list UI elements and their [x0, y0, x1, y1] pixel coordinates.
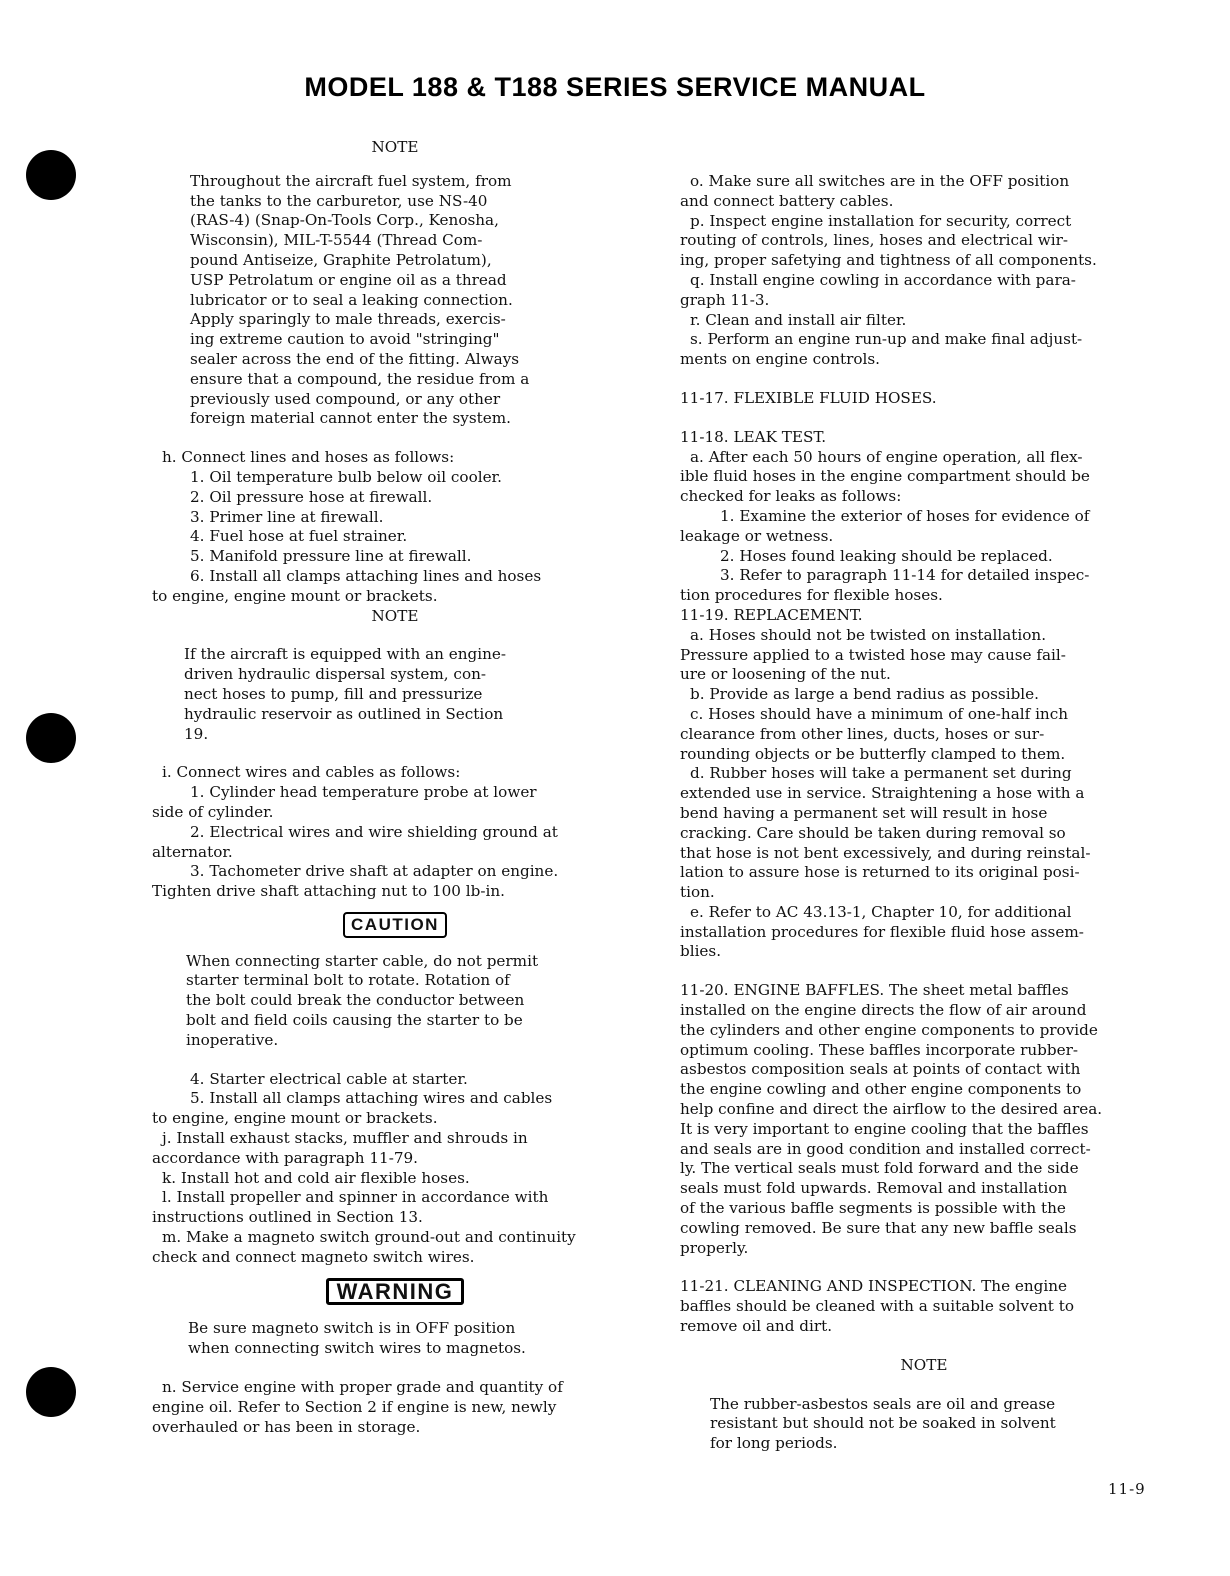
step-h-title: h. Connect lines and hoses as follows: — [162, 448, 455, 467]
step-i-item: 5. Install all clamps attaching wires and cables — [190, 1089, 553, 1108]
replacement-step-e-cont: installation procedures for flexible fluid hose assem- — [680, 922, 1084, 941]
leak-test-step-a-cont: ible fluid hoses in the engine compartment should be — [680, 467, 1090, 486]
note-line: USP Petrolatum or engine oil as a thread — [190, 270, 507, 289]
note-line: previously used compound, or any other — [190, 389, 501, 408]
replacement-step-a-cont: Pressure applied to a twisted hose may cause fail- — [680, 645, 1066, 664]
note-line: sealer across the end of the fitting. Always — [190, 349, 520, 368]
leak-test-item: 3. Refer to paragraph 11-14 for detailed inspec- — [720, 566, 1090, 585]
step-i-title: i. Connect wires and cables as follows: — [162, 763, 461, 782]
step-h-item-cont: to engine, engine mount or brackets. — [152, 586, 438, 605]
note-title: NOTE — [371, 606, 419, 625]
section-11-21-line: baffles should be cleaned with a suitable solvent to — [680, 1297, 1074, 1316]
caution-line: inoperative. — [186, 1030, 279, 1049]
note-line: ensure that a compound, the residue from a — [190, 369, 530, 388]
step-h-item: 4. Fuel hose at fuel strainer. — [190, 527, 408, 546]
page-header: MODEL 188 & T188 SERIES SERVICE MANUAL — [304, 72, 926, 102]
step-h-item: 2. Oil pressure hose at firewall. — [190, 487, 433, 506]
note-line: pound Antiseize, Graphite Petrolatum), — [190, 250, 492, 269]
binder-hole-bottom — [26, 1367, 76, 1417]
caution-line: When connecting starter cable, do not permit — [186, 951, 539, 970]
caution-badge: CAUTION — [343, 912, 447, 938]
step-q-cont: graph 11-3. — [680, 290, 770, 309]
section-heading-11-19: 11-19. REPLACEMENT. — [680, 605, 863, 624]
step-n-cont: overhauled or has been in storage. — [152, 1417, 421, 1436]
step-s-cont: ments on engine controls. — [680, 350, 881, 369]
section-11-20-line: the cylinders and other engine components to provide — [680, 1020, 1098, 1039]
step-o: o. Make sure all switches are in the OFF position — [690, 172, 1070, 190]
step-h-item: 3. Primer line at firewall. — [190, 507, 384, 526]
note-line: for long periods. — [710, 1434, 838, 1453]
leak-test-item: 1. Examine the exterior of hoses for evidence of — [720, 506, 1090, 525]
section-11-20-line: ly. The vertical seals must fold forward and the side — [680, 1159, 1079, 1178]
note-line: 19. — [184, 724, 209, 743]
step-p-cont: ing, proper safetying and tightness of all components. — [680, 251, 1097, 270]
caution-line: bolt and field coils causing the starter to be — [186, 1011, 523, 1030]
note-line: driven hydraulic dispersal system, con- — [184, 665, 486, 684]
note-line: hydraulic reservoir as outlined in Section — [184, 704, 504, 723]
replacement-step-a: a. Hoses should not be twisted on installation. — [690, 625, 1047, 644]
right-column — [680, 172, 1168, 1454]
replacement-step-d-cont: extended use in service. Straightening a hose with a — [680, 784, 1085, 803]
note-line: the tanks to the carburetor, use NS-40 — [190, 191, 488, 210]
replacement-step-e-cont: blies. — [680, 942, 722, 961]
step-i-item-cont: to engine, engine mount or brackets. — [152, 1109, 438, 1128]
step-l-cont: instructions outlined in Section 13. — [152, 1208, 423, 1227]
replacement-step-d-cont: that hose is not bent excessively, and during reinstal- — [680, 843, 1091, 862]
note-line: resistant but should not be soaked in solvent — [710, 1414, 1056, 1433]
binder-hole-middle — [26, 713, 76, 763]
binder-hole-top — [26, 150, 76, 200]
warning-badge-wrap — [152, 1278, 638, 1306]
section-11-21-line: remove oil and dirt. — [680, 1317, 833, 1336]
replacement-step-c: c. Hoses should have a minimum of one-half inch — [690, 704, 1068, 723]
note-title: NOTE — [900, 1355, 948, 1374]
step-i-item: 3. Tachometer drive shaft at adapter on engine. — [190, 862, 559, 881]
replacement-step-d-cont: cracking. Care should be taken during removal so — [680, 823, 1066, 842]
page-number: 11-9 — [1108, 1480, 1146, 1498]
section-11-20-line: optimum cooling. These baffles incorporate rubber- — [680, 1040, 1078, 1059]
step-p-cont: routing of controls, lines, hoses and electrical wir- — [680, 231, 1069, 250]
leak-test-item-cont: tion procedures for flexible hoses. — [680, 586, 943, 605]
warning-line: Be sure magneto switch is in OFF position — [188, 1319, 516, 1338]
step-h-item: 6. Install all clamps attaching lines and hoses — [190, 566, 542, 585]
caution-text — [186, 952, 586, 1051]
leak-test-item: 2. Hoses found leaking should be replaced. — [720, 546, 1053, 565]
note-line: nect hoses to pump, fill and pressurize — [184, 684, 483, 703]
step-i-item-cont: Tighten drive shaft attaching nut to 100 lb-in. — [152, 882, 505, 901]
section-11-20-line: and seals are in good condition and installed correct- — [680, 1139, 1091, 1158]
caution-line: the bolt could break the conductor between — [186, 991, 525, 1010]
note-line: If the aircraft is equipped with an engine- — [184, 645, 506, 664]
note-line: (RAS-4) (Snap-On-Tools Corp., Kenosha, — [190, 211, 499, 230]
note-seals — [710, 1395, 1110, 1454]
leak-test-step-a-cont: checked for leaks as follows: — [680, 487, 902, 506]
step-i-item: 1. Cylinder head temperature probe at lower — [190, 783, 537, 802]
step-i-item-cont: alternator. — [152, 842, 233, 861]
section-11-20-line: It is very important to engine cooling that the baffles — [680, 1119, 1089, 1138]
replacement-step-c-cont: rounding objects or be butterfly clamped to them. — [680, 744, 1066, 763]
note-line: Throughout the aircraft fuel system, from — [190, 171, 512, 190]
note-title: NOTE — [371, 138, 419, 156]
leak-test-item-cont: leakage or wetness. — [680, 526, 834, 545]
note-line: foreign material cannot enter the system. — [190, 409, 511, 428]
caution-line: starter terminal bolt to rotate. Rotation of — [186, 971, 510, 990]
section-11-20-line: seals must fold upwards. Removal and installation — [680, 1179, 1068, 1198]
step-n-cont: engine oil. Refer to Section 2 if engine is new, newly — [152, 1397, 557, 1416]
note-line: The rubber-asbestos seals are oil and grease — [710, 1394, 1056, 1413]
replacement-step-d-cont: lation to assure hose is returned to its original posi- — [680, 863, 1080, 882]
step-i-item: 2. Electrical wires and wire shielding ground at — [190, 822, 558, 841]
warning-line: when connecting switch wires to magnetos. — [188, 1339, 526, 1358]
replacement-step-a-cont: ure or loosening of the nut. — [680, 665, 891, 684]
step-k: k. Install hot and cold air flexible hoses. — [162, 1168, 470, 1187]
section-11-21-line: 11-21. CLEANING AND INSPECTION. The engine — [680, 1277, 1068, 1296]
replacement-step-b: b. Provide as large a bend radius as possible. — [690, 685, 1039, 704]
section-11-20-line: installed on the engine directs the flow of air around — [680, 1001, 1087, 1020]
replacement-step-d-cont: bend having a permanent set will result in hose — [680, 803, 1048, 822]
section-11-20-line: cowling removed. Be sure that any new baffle seals — [680, 1218, 1077, 1237]
replacement-step-d-cont: tion. — [680, 883, 715, 902]
section-heading-11-18: 11-18. LEAK TEST. — [680, 427, 827, 446]
step-o-cont: and connect battery cables. — [680, 191, 894, 210]
step-r: r. Clean and install air filter. — [690, 310, 907, 329]
step-m: m. Make a magneto switch ground-out and continuity — [162, 1228, 576, 1247]
step-p: p. Inspect engine installation for security, correct — [690, 211, 1072, 230]
replacement-step-d: d. Rubber hoses will take a permanent set during — [690, 764, 1072, 783]
step-s: s. Perform an engine run-up and make final adjust- — [690, 330, 1083, 349]
note-line: ing extreme caution to avoid "stringing" — [190, 330, 500, 349]
step-q: q. Install engine cowling in accordance with para- — [690, 270, 1076, 289]
step-l: l. Install propeller and spinner in accordance with — [162, 1188, 549, 1207]
step-h-item: 5. Manifold pressure line at firewall. — [190, 547, 472, 566]
step-i-item-cont: side of cylinder. — [152, 802, 274, 821]
section-11-20-line: 11-20. ENGINE BAFFLES. The sheet metal baffles — [680, 981, 1069, 1000]
step-m-cont: check and connect magneto switch wires. — [152, 1247, 475, 1266]
caution-badge-wrap — [152, 912, 638, 938]
step-i-item: 4. Starter electrical cable at starter. — [190, 1069, 468, 1088]
note-line: Wisconsin), MIL-T-5544 (Thread Com- — [190, 231, 483, 250]
section-11-20-line: properly. — [680, 1238, 749, 1257]
leak-test-step-a: a. After each 50 hours of engine operation, all flex- — [690, 447, 1083, 466]
section-11-20-line: help confine and direct the airflow to the desired area. — [680, 1100, 1103, 1119]
warning-badge: WARNING — [326, 1278, 465, 1306]
step-n: n. Service engine with proper grade and quantity of — [162, 1378, 563, 1397]
replacement-step-c-cont: clearance from other lines, ducts, hoses or sur- — [680, 724, 1045, 743]
note-hydraulic — [184, 645, 584, 744]
step-j-cont: accordance with paragraph 11-79. — [152, 1148, 418, 1167]
warning-text — [188, 1319, 588, 1359]
note-line: lubricator or to seal a leaking connection. — [190, 290, 513, 309]
left-column — [152, 138, 638, 1437]
section-11-20-line: asbestos composition seals at points of contact with — [680, 1060, 1081, 1079]
section-11-20-line: of the various baffle segments is possible with the — [680, 1199, 1066, 1218]
section-heading-11-17: 11-17. FLEXIBLE FLUID HOSES. — [680, 388, 937, 407]
note-line: Apply sparingly to male threads, exercis- — [190, 310, 506, 329]
replacement-step-e: e. Refer to AC 43.13-1, Chapter 10, for additional — [690, 902, 1072, 921]
step-j: j. Install exhaust stacks, muffler and shrouds in — [162, 1129, 528, 1148]
note-fuel-system — [190, 172, 590, 429]
section-11-20-line: the engine cowling and other engine components to — [680, 1080, 1082, 1099]
step-h-item: 1. Oil temperature bulb below oil cooler. — [190, 467, 502, 486]
